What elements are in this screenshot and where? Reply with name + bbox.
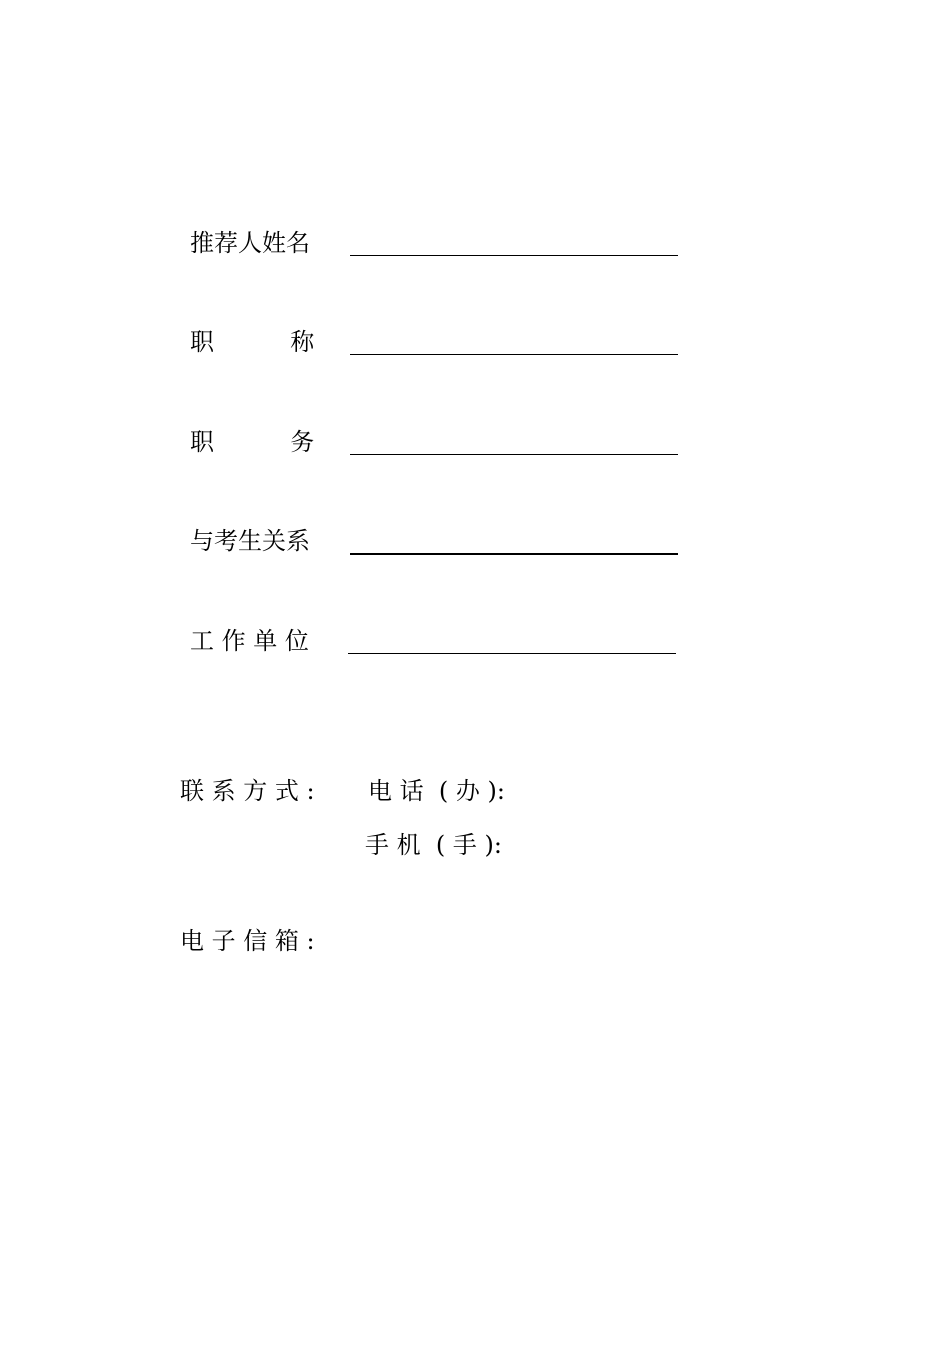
title-blank[interactable] <box>350 354 678 355</box>
position-row <box>190 427 690 467</box>
relationship-label: 与考生关系 <box>190 527 310 555</box>
recommender-name-label: 推荐人姓名 <box>190 229 310 257</box>
work-unit-label: 工 作 单 位 <box>190 627 309 655</box>
work-unit-blank[interactable] <box>348 653 676 654</box>
office-phone-label: 电 话 ( 办 ): <box>368 777 505 805</box>
relationship-row <box>190 526 690 566</box>
title-label: 职 称 <box>190 328 315 356</box>
recommender-name-row <box>190 228 690 268</box>
position-label: 职 务 <box>190 428 315 456</box>
contact-label: 联 系 方 式 : <box>180 777 315 805</box>
mobile-phone-label: 手 机 ( 手 ): <box>365 831 502 859</box>
email-label: 电 子 信 箱 : <box>180 927 315 955</box>
title-row <box>190 327 690 367</box>
work-unit-row <box>190 626 690 666</box>
recommender-name-blank[interactable] <box>350 255 678 256</box>
relationship-blank[interactable] <box>350 553 678 555</box>
position-blank[interactable] <box>350 454 678 455</box>
